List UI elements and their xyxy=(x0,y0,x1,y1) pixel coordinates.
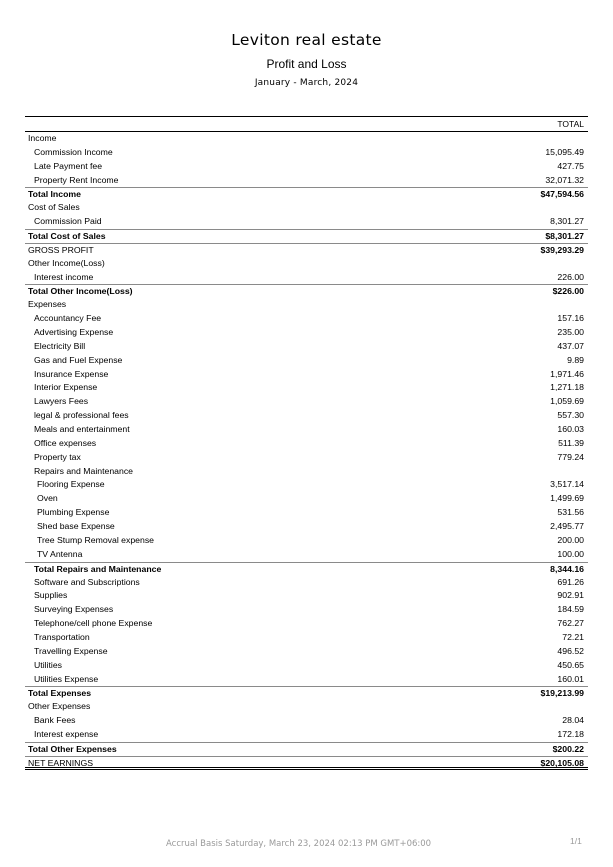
row-label: Other Income(Loss) xyxy=(28,257,105,268)
report-title: Profit and Loss xyxy=(266,57,347,71)
row-amount: 531.56 xyxy=(557,507,584,518)
row-label: Telephone/cell phone Expense xyxy=(34,618,153,629)
company-name: Leviton real estate xyxy=(231,31,382,49)
row-amount: 496.52 xyxy=(557,645,584,656)
row-amount: 557.30 xyxy=(557,410,584,421)
table-row xyxy=(25,381,588,395)
row-amount: 1,271.18 xyxy=(550,382,584,393)
row-label: Gas and Fuel Expense xyxy=(34,354,123,365)
table-row xyxy=(25,451,588,465)
table-row xyxy=(25,160,588,174)
table-row xyxy=(25,465,588,479)
row-amount: 1,059.69 xyxy=(550,396,584,407)
row-amount: 691.26 xyxy=(557,576,584,587)
row-amount: $200.22 xyxy=(552,743,584,754)
table-row xyxy=(25,520,588,534)
row-label: Commission Paid xyxy=(34,216,102,227)
table-row xyxy=(25,284,588,298)
table-row xyxy=(25,187,588,201)
table-row xyxy=(25,395,588,409)
row-label: Total Repairs and Maintenance xyxy=(34,563,162,574)
table-row xyxy=(25,478,588,492)
table-row xyxy=(25,298,588,312)
row-label: Software and Subscriptions xyxy=(34,576,140,587)
row-amount: 8,344.16 xyxy=(550,563,584,574)
table-row xyxy=(25,534,588,548)
profit-loss-table xyxy=(25,116,588,770)
row-amount: $20,105.08 xyxy=(540,757,584,768)
row-label: Interest income xyxy=(34,271,94,282)
row-label: Plumbing Expense xyxy=(37,507,110,518)
row-amount: 511.39 xyxy=(558,437,584,448)
row-label: Bank Fees xyxy=(34,715,76,726)
row-label: Surveying Expenses xyxy=(34,604,114,615)
row-label: GROSS PROFIT xyxy=(28,244,94,255)
table-row xyxy=(25,686,588,700)
table-row xyxy=(25,409,588,423)
row-label: Accountancy Fee xyxy=(34,313,102,324)
table-row xyxy=(25,714,588,728)
row-label: Insurance Expense xyxy=(34,368,109,379)
table-row xyxy=(25,271,588,285)
table-row xyxy=(25,437,588,451)
row-label: Meals and entertainment xyxy=(34,424,130,435)
row-label: Supplies xyxy=(34,590,68,601)
row-amount: 437.07 xyxy=(557,340,584,351)
row-amount: 160.03 xyxy=(557,424,584,435)
table-row xyxy=(25,589,588,603)
row-amount: 3,517.14 xyxy=(550,479,584,490)
row-label: Repairs and Maintenance xyxy=(34,465,134,476)
row-label: Total Cost of Sales xyxy=(28,231,106,242)
row-label: Utilities xyxy=(34,659,62,670)
table-row xyxy=(25,506,588,520)
row-label: Office expenses xyxy=(34,437,97,448)
row-label: Utilities Expense xyxy=(34,673,99,684)
row-label: Flooring Expense xyxy=(37,479,105,490)
row-amount: $8,301.27 xyxy=(545,231,584,242)
row-amount: $19,213.99 xyxy=(540,688,584,699)
row-label: Commission Income xyxy=(34,146,113,157)
table-row xyxy=(25,603,588,617)
row-label: Electricity Bill xyxy=(34,340,86,351)
row-amount: 32,071.32 xyxy=(545,174,584,185)
row-amount: 157.16 xyxy=(557,313,584,324)
table-row xyxy=(25,257,588,271)
row-label: NET EARNINGS xyxy=(28,757,94,768)
row-label: Shed base Expense xyxy=(37,521,115,532)
row-amount: 450.65 xyxy=(557,659,584,670)
table-row xyxy=(25,243,588,257)
row-label: Other Expenses xyxy=(28,701,91,712)
row-label: Expenses xyxy=(28,299,67,310)
row-amount: 160.01 xyxy=(557,673,584,684)
row-label: Total Other Income(Loss) xyxy=(28,286,133,297)
table-row xyxy=(25,423,588,437)
row-amount: $226.00 xyxy=(552,286,584,297)
row-amount: 28.04 xyxy=(562,715,584,726)
table-body xyxy=(25,132,588,770)
row-amount: 15,095.49 xyxy=(545,146,584,157)
table-row xyxy=(25,146,588,160)
report-period: January - March, 2024 xyxy=(254,78,359,88)
table-row xyxy=(25,548,588,562)
row-label: Late Payment fee xyxy=(34,160,103,171)
table-row xyxy=(25,700,588,714)
row-label: Total Income xyxy=(28,189,81,200)
row-amount: 235.00 xyxy=(557,327,584,338)
row-amount: 226.00 xyxy=(557,271,584,282)
row-amount: 1,971.46 xyxy=(550,368,584,379)
row-amount: 1,499.69 xyxy=(550,493,584,504)
row-label: legal & professional fees xyxy=(34,410,129,421)
row-amount: 779.24 xyxy=(557,451,584,462)
table-row xyxy=(25,492,588,506)
report-footer: Accrual Basis Saturday, March 23, 2024 02:13 PM GMT+06:00 xyxy=(166,839,432,849)
row-amount: 427.75 xyxy=(557,160,584,171)
table-row xyxy=(25,215,588,229)
row-label: Lawyers Fees xyxy=(34,396,89,407)
table-row xyxy=(25,645,588,659)
row-label: Cost of Sales xyxy=(28,202,80,213)
row-amount: 72.21 xyxy=(562,631,584,642)
row-amount: 2,495.77 xyxy=(550,521,584,532)
row-label: Interior Expense xyxy=(34,382,98,393)
table-row xyxy=(25,312,588,326)
table-row xyxy=(25,326,588,340)
table-row xyxy=(25,132,588,146)
page-number: 1/1 xyxy=(570,836,582,846)
row-label: Interest expense xyxy=(34,728,99,739)
table-row xyxy=(25,576,588,590)
row-amount: 902.91 xyxy=(557,590,584,601)
row-label: Property Rent Income xyxy=(34,174,119,185)
table-row xyxy=(25,659,588,673)
row-label: TV Antenna xyxy=(37,548,83,559)
table-row xyxy=(25,728,588,742)
row-label: Property tax xyxy=(34,451,81,462)
row-amount: 100.00 xyxy=(557,548,584,559)
table-row xyxy=(25,354,588,368)
row-amount: 9.89 xyxy=(567,354,584,365)
row-label: Total Other Expenses xyxy=(28,743,117,754)
table-row xyxy=(25,174,588,188)
table-row xyxy=(25,617,588,631)
total-column-label: TOTAL xyxy=(557,119,584,129)
table-row xyxy=(25,562,588,576)
row-amount: $39,293.29 xyxy=(540,244,584,255)
row-amount: 762.27 xyxy=(557,618,584,629)
row-label: Oven xyxy=(37,493,58,504)
row-amount: $47,594.56 xyxy=(540,189,584,200)
row-amount: 8,301.27 xyxy=(550,216,584,227)
table-row xyxy=(25,756,588,770)
row-label: Income xyxy=(28,133,57,143)
table-row xyxy=(25,673,588,687)
table-row xyxy=(25,229,588,243)
row-label: Tree Stump Removal expense xyxy=(37,534,155,545)
table-row xyxy=(25,742,588,756)
table-row xyxy=(25,631,588,645)
row-label: Transportation xyxy=(34,631,90,642)
row-amount: 200.00 xyxy=(557,534,584,545)
row-amount: 172.18 xyxy=(557,728,584,739)
row-label: Total Expenses xyxy=(28,688,92,699)
table-row xyxy=(25,368,588,382)
row-label: Travelling Expense xyxy=(34,645,108,656)
table-row xyxy=(25,201,588,215)
column-header xyxy=(25,116,588,132)
row-amount: 184.59 xyxy=(557,604,584,615)
row-label: Advertising Expense xyxy=(34,327,114,338)
table-row xyxy=(25,340,588,354)
